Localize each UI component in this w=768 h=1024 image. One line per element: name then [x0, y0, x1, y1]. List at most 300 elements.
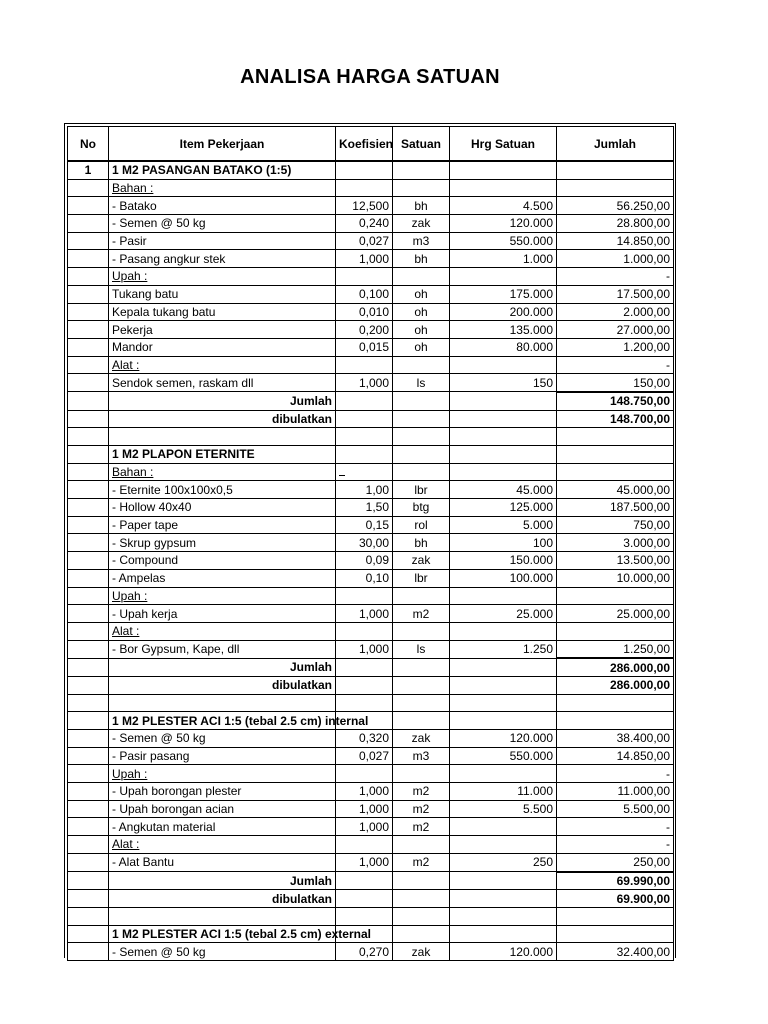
cell-koefisien: 0,320	[336, 730, 393, 748]
table-row-line	[68, 197, 674, 215]
table-row-section	[68, 446, 674, 464]
table-row-line	[68, 605, 674, 623]
cell-no	[68, 907, 109, 925]
cell-no	[68, 676, 109, 694]
cell-harga-satuan: 175.000	[450, 285, 557, 303]
cell-no	[68, 356, 109, 374]
cell-koefisien: 1,000	[336, 853, 393, 871]
cell-harga-satuan	[450, 676, 557, 694]
table-row-section	[68, 925, 674, 943]
cell-jumlah: 14.850,00	[557, 747, 674, 765]
cell-koefisien: 0,100	[336, 285, 393, 303]
cell-jumlah	[557, 446, 674, 464]
cell-jumlah: 28.800,00	[557, 215, 674, 233]
cell-koefisien: 0,09	[336, 552, 393, 570]
cell-satuan	[393, 587, 450, 605]
cell-item: - Eternite 100x100x0,5	[109, 481, 336, 499]
cell-satuan	[393, 872, 450, 890]
cell-koefisien: 1,000	[336, 783, 393, 801]
header-koefisien: Koefisien	[336, 127, 393, 162]
cell-koefisien	[336, 463, 393, 481]
cell-koefisien	[336, 428, 393, 446]
cell-jumlah: -	[557, 268, 674, 286]
cell-koefisien: 0,015	[336, 338, 393, 356]
cell-koefisien: 1,000	[336, 800, 393, 818]
cell-item: dibulatkan	[109, 890, 336, 908]
cell-koefisien	[336, 392, 393, 410]
cell-jumlah: 69.990,00	[557, 872, 674, 890]
cell-item: - Skrup gypsum	[109, 534, 336, 552]
cell-no	[68, 374, 109, 392]
cell-item: dibulatkan	[109, 676, 336, 694]
cell-item: - Pasir pasang	[109, 747, 336, 765]
cell-no	[68, 392, 109, 410]
cell-item: Upah :	[109, 765, 336, 783]
cell-item: Alat :	[109, 356, 336, 374]
cell-item: - Bor Gypsum, Kape, dll	[109, 640, 336, 658]
cell-no	[68, 250, 109, 268]
cell-jumlah	[557, 712, 674, 730]
cell-item: Upah :	[109, 587, 336, 605]
table-row-line	[68, 374, 674, 392]
table-body	[68, 161, 674, 960]
cell-satuan: m2	[393, 853, 450, 871]
cell-item: Jumlah	[109, 872, 336, 890]
cell-no	[68, 215, 109, 233]
table-row-line	[68, 943, 674, 961]
table-row-line	[68, 569, 674, 587]
cell-koefisien	[336, 446, 393, 464]
cell-item: - Upah borongan plester	[109, 783, 336, 801]
cell-no	[68, 463, 109, 481]
header-no: No	[68, 127, 109, 162]
cell-jumlah: 5.500,00	[557, 800, 674, 818]
cell-satuan: m3	[393, 747, 450, 765]
cell-satuan	[393, 268, 450, 286]
cell-satuan: oh	[393, 321, 450, 339]
cell-satuan: zak	[393, 215, 450, 233]
price-analysis-table-frame	[64, 123, 676, 958]
cell-harga-satuan: 550.000	[450, 232, 557, 250]
cell-jumlah: 11.000,00	[557, 783, 674, 801]
cell-jumlah: 250,00	[557, 853, 674, 871]
table-row-total	[68, 658, 674, 676]
cell-satuan	[393, 712, 450, 730]
table-row-blank	[68, 907, 674, 925]
cell-harga-satuan: 100	[450, 534, 557, 552]
cell-harga-satuan	[450, 712, 557, 730]
cell-item: - Ampelas	[109, 569, 336, 587]
cell-harga-satuan: 550.000	[450, 747, 557, 765]
cell-harga-satuan	[450, 658, 557, 676]
cell-no	[68, 783, 109, 801]
cell-no	[68, 410, 109, 428]
cell-harga-satuan: 150.000	[450, 552, 557, 570]
cell-koefisien: 0,15	[336, 516, 393, 534]
cell-harga-satuan	[450, 179, 557, 197]
cell-no	[68, 730, 109, 748]
cell-satuan: zak	[393, 730, 450, 748]
table-row-line	[68, 534, 674, 552]
cell-harga-satuan: 125.000	[450, 499, 557, 517]
cell-no	[68, 765, 109, 783]
cell-no	[68, 622, 109, 640]
table-row-section	[68, 712, 674, 730]
cell-no	[68, 428, 109, 446]
cell-jumlah: 286.000,00	[557, 676, 674, 694]
cell-item: Bahan :	[109, 179, 336, 197]
cell-no	[68, 268, 109, 286]
cell-item: Alat :	[109, 836, 336, 854]
cell-jumlah: 1.200,00	[557, 338, 674, 356]
cell-satuan	[393, 676, 450, 694]
cell-satuan: oh	[393, 285, 450, 303]
cell-koefisien	[336, 410, 393, 428]
cell-harga-satuan	[450, 622, 557, 640]
cell-koefisien	[336, 179, 393, 197]
cell-item: Mandor	[109, 338, 336, 356]
cell-no	[68, 694, 109, 712]
cell-harga-satuan: 25.000	[450, 605, 557, 623]
table-row-line	[68, 321, 674, 339]
cell-koefisien	[336, 676, 393, 694]
cell-jumlah: 148.750,00	[557, 392, 674, 410]
cell-item	[109, 428, 336, 446]
cell-jumlah: 14.850,00	[557, 232, 674, 250]
header-jumlah: Jumlah	[557, 127, 674, 162]
table-row-total	[68, 872, 674, 890]
cell-item: dibulatkan	[109, 410, 336, 428]
cell-jumlah: 13.500,00	[557, 552, 674, 570]
cell-harga-satuan: 120.000	[450, 215, 557, 233]
cell-item: 1 M2 PLESTER ACI 1:5 (tebal 2.5 cm) internal	[109, 712, 336, 730]
cell-jumlah: 27.000,00	[557, 321, 674, 339]
cell-jumlah: 2.000,00	[557, 303, 674, 321]
cell-harga-satuan	[450, 392, 557, 410]
cell-harga-satuan: 80.000	[450, 338, 557, 356]
cell-satuan: m2	[393, 605, 450, 623]
cell-koefisien: 1,50	[336, 499, 393, 517]
price-analysis-table	[67, 126, 674, 961]
table-row-line	[68, 818, 674, 836]
cell-no	[68, 836, 109, 854]
cell-koefisien	[336, 907, 393, 925]
cell-koefisien	[336, 836, 393, 854]
cell-satuan	[393, 694, 450, 712]
cell-harga-satuan: 11.000	[450, 783, 557, 801]
cell-jumlah	[557, 694, 674, 712]
cell-item: - Hollow 40x40	[109, 499, 336, 517]
cell-harga-satuan	[450, 587, 557, 605]
cell-jumlah: 10.000,00	[557, 569, 674, 587]
cell-harga-satuan: 200.000	[450, 303, 557, 321]
cell-jumlah: 38.400,00	[557, 730, 674, 748]
cell-no	[68, 534, 109, 552]
table-row-line	[68, 232, 674, 250]
cell-no	[68, 338, 109, 356]
table-row-group	[68, 587, 674, 605]
cell-satuan	[393, 446, 450, 464]
cell-harga-satuan	[450, 446, 557, 464]
cell-koefisien: 0,10	[336, 569, 393, 587]
cell-harga-satuan	[450, 268, 557, 286]
table-row-line	[68, 783, 674, 801]
cell-satuan: ls	[393, 374, 450, 392]
cell-no	[68, 712, 109, 730]
cell-jumlah: -	[557, 818, 674, 836]
cell-harga-satuan	[450, 410, 557, 428]
cell-item: - Semen @ 50 kg	[109, 215, 336, 233]
cell-satuan	[393, 925, 450, 943]
table-row-line	[68, 800, 674, 818]
cell-satuan	[393, 890, 450, 908]
cell-no	[68, 516, 109, 534]
cell-jumlah: 45.000,00	[557, 481, 674, 499]
cell-jumlah	[557, 622, 674, 640]
cell-jumlah: 32.400,00	[557, 943, 674, 961]
cell-no	[68, 800, 109, 818]
cell-satuan: oh	[393, 303, 450, 321]
cell-satuan	[393, 428, 450, 446]
cell-no	[68, 552, 109, 570]
cell-koefisien: 30,00	[336, 534, 393, 552]
table-row-line	[68, 552, 674, 570]
cell-item: Upah :	[109, 268, 336, 286]
table-row-line	[68, 338, 674, 356]
cell-harga-satuan: 45.000	[450, 481, 557, 499]
cell-harga-satuan	[450, 925, 557, 943]
cell-harga-satuan	[450, 765, 557, 783]
cell-satuan	[393, 392, 450, 410]
cell-harga-satuan: 1.250	[450, 640, 557, 658]
table-row-line	[68, 747, 674, 765]
cell-item: - Batako	[109, 197, 336, 215]
cell-no	[68, 499, 109, 517]
cell-no	[68, 232, 109, 250]
cell-jumlah: 187.500,00	[557, 499, 674, 517]
cell-no	[68, 587, 109, 605]
table-row-line	[68, 215, 674, 233]
cell-harga-satuan: 250	[450, 853, 557, 871]
cell-harga-satuan	[450, 161, 557, 179]
cell-no	[68, 658, 109, 676]
cell-satuan: oh	[393, 338, 450, 356]
cell-satuan	[393, 836, 450, 854]
cell-no	[68, 197, 109, 215]
cell-item: - Pasir	[109, 232, 336, 250]
cell-satuan: lbr	[393, 481, 450, 499]
table-row-total	[68, 392, 674, 410]
cell-satuan: m2	[393, 800, 450, 818]
cell-satuan	[393, 622, 450, 640]
cell-no	[68, 446, 109, 464]
cell-koefisien	[336, 872, 393, 890]
cell-item: - Semen @ 50 kg	[109, 730, 336, 748]
cell-koefisien: 0,240	[336, 215, 393, 233]
table-row-group	[68, 765, 674, 783]
cell-koefisien: 0,027	[336, 232, 393, 250]
cell-harga-satuan	[450, 836, 557, 854]
cell-koefisien: 0,027	[336, 747, 393, 765]
cell-koefisien: 1,000	[336, 818, 393, 836]
cell-item: 1 M2 PLESTER ACI 1:5 (tebal 2.5 cm) external	[109, 925, 336, 943]
cell-koefisien: 1,00	[336, 481, 393, 499]
cell-jumlah: -	[557, 836, 674, 854]
cell-no	[68, 321, 109, 339]
cell-satuan: m2	[393, 818, 450, 836]
cell-satuan	[393, 161, 450, 179]
header-item: Item Pekerjaan	[109, 127, 336, 162]
cell-satuan	[393, 356, 450, 374]
cell-koefisien	[336, 658, 393, 676]
cell-harga-satuan	[450, 872, 557, 890]
cell-satuan	[393, 463, 450, 481]
cell-satuan: rol	[393, 516, 450, 534]
cell-no	[68, 890, 109, 908]
cell-satuan: ls	[393, 640, 450, 658]
cell-jumlah	[557, 925, 674, 943]
cell-no	[68, 747, 109, 765]
cell-koefisien: 12,500	[336, 197, 393, 215]
cell-item: - Paper tape	[109, 516, 336, 534]
cell-jumlah: -	[557, 356, 674, 374]
cell-no	[68, 303, 109, 321]
cell-koefisien	[336, 694, 393, 712]
cell-satuan: m3	[393, 232, 450, 250]
cell-no	[68, 481, 109, 499]
table-row-group	[68, 356, 674, 374]
cell-harga-satuan: 1.000	[450, 250, 557, 268]
cell-item: Tukang batu	[109, 285, 336, 303]
cell-koefisien	[336, 765, 393, 783]
table-row-line	[68, 853, 674, 871]
cell-koefisien	[336, 622, 393, 640]
cell-item: Bahan :	[109, 463, 336, 481]
cell-no	[68, 943, 109, 961]
cell-harga-satuan	[450, 428, 557, 446]
cell-harga-satuan: 135.000	[450, 321, 557, 339]
cell-satuan: bh	[393, 197, 450, 215]
cell-jumlah: -	[557, 765, 674, 783]
cell-item: 1 M2 PLAPON ETERNITE	[109, 446, 336, 464]
cell-jumlah: 1.000,00	[557, 250, 674, 268]
table-row-line	[68, 730, 674, 748]
cell-item: Pekerja	[109, 321, 336, 339]
cell-koefisien: 1,000	[336, 605, 393, 623]
table-row-group	[68, 836, 674, 854]
cell-jumlah	[557, 587, 674, 605]
cell-satuan	[393, 410, 450, 428]
table-row-line	[68, 303, 674, 321]
cell-koefisien: 1,000	[336, 250, 393, 268]
cell-jumlah	[557, 161, 674, 179]
cell-no	[68, 605, 109, 623]
cell-item: Jumlah	[109, 658, 336, 676]
table-row-total	[68, 676, 674, 694]
cell-item: - Alat Bantu	[109, 853, 336, 871]
cell-satuan: btg	[393, 499, 450, 517]
cell-item	[109, 907, 336, 925]
cell-koefisien	[336, 587, 393, 605]
cell-koefisien	[336, 890, 393, 908]
cell-no	[68, 818, 109, 836]
cell-no	[68, 925, 109, 943]
table-row-blank	[68, 694, 674, 712]
table-row-line	[68, 499, 674, 517]
cell-harga-satuan: 100.000	[450, 569, 557, 587]
header-harga-satuan: Hrg Satuan	[450, 127, 557, 162]
cell-harga-satuan: 120.000	[450, 943, 557, 961]
cell-harga-satuan	[450, 890, 557, 908]
cell-satuan	[393, 658, 450, 676]
cell-item: Kepala tukang batu	[109, 303, 336, 321]
table-row-line	[68, 481, 674, 499]
cell-harga-satuan	[450, 463, 557, 481]
cell-item: - Angkutan material	[109, 818, 336, 836]
cell-koefisien: 0,270	[336, 943, 393, 961]
cell-no	[68, 853, 109, 871]
cell-satuan: lbr	[393, 569, 450, 587]
cell-item: 1 M2 PASANGAN BATAKO (1:5)	[109, 161, 336, 179]
cell-satuan	[393, 179, 450, 197]
table-row-line	[68, 516, 674, 534]
cell-harga-satuan	[450, 907, 557, 925]
cell-koefisien: 0,200	[336, 321, 393, 339]
cell-item: - Semen @ 50 kg	[109, 943, 336, 961]
cell-jumlah	[557, 907, 674, 925]
cell-jumlah: 3.000,00	[557, 534, 674, 552]
table-row-group	[68, 463, 674, 481]
cell-satuan: bh	[393, 534, 450, 552]
cell-jumlah	[557, 179, 674, 197]
cell-satuan: zak	[393, 943, 450, 961]
cell-item: - Upah kerja	[109, 605, 336, 623]
cell-no	[68, 569, 109, 587]
table-row-group	[68, 622, 674, 640]
cell-koefisien	[336, 268, 393, 286]
table-row-total	[68, 890, 674, 908]
table-row-blank	[68, 428, 674, 446]
cell-item: - Compound	[109, 552, 336, 570]
cell-no	[68, 872, 109, 890]
cell-harga-satuan: 120.000	[450, 730, 557, 748]
table-row-line	[68, 285, 674, 303]
cell-item	[109, 694, 336, 712]
cell-satuan	[393, 907, 450, 925]
table-row-line	[68, 250, 674, 268]
cell-no	[68, 179, 109, 197]
cell-koefisien	[336, 356, 393, 374]
cell-satuan	[393, 765, 450, 783]
cell-jumlah: 750,00	[557, 516, 674, 534]
cell-harga-satuan: 150	[450, 374, 557, 392]
cell-koefisien: 1,000	[336, 374, 393, 392]
cell-no	[68, 285, 109, 303]
cell-jumlah	[557, 463, 674, 481]
cell-harga-satuan: 5.500	[450, 800, 557, 818]
document-title: ANALISA HARGA SATUAN	[240, 66, 500, 88]
cell-koefisien: 0,010	[336, 303, 393, 321]
cell-harga-satuan: 4.500	[450, 197, 557, 215]
cell-no: 1	[68, 161, 109, 179]
cell-item: - Upah borongan acian	[109, 800, 336, 818]
cell-no	[68, 640, 109, 658]
dash-mark	[339, 466, 345, 476]
cell-harga-satuan	[450, 818, 557, 836]
cell-harga-satuan	[450, 694, 557, 712]
cell-jumlah: 150,00	[557, 374, 674, 392]
table-row-line	[68, 640, 674, 658]
